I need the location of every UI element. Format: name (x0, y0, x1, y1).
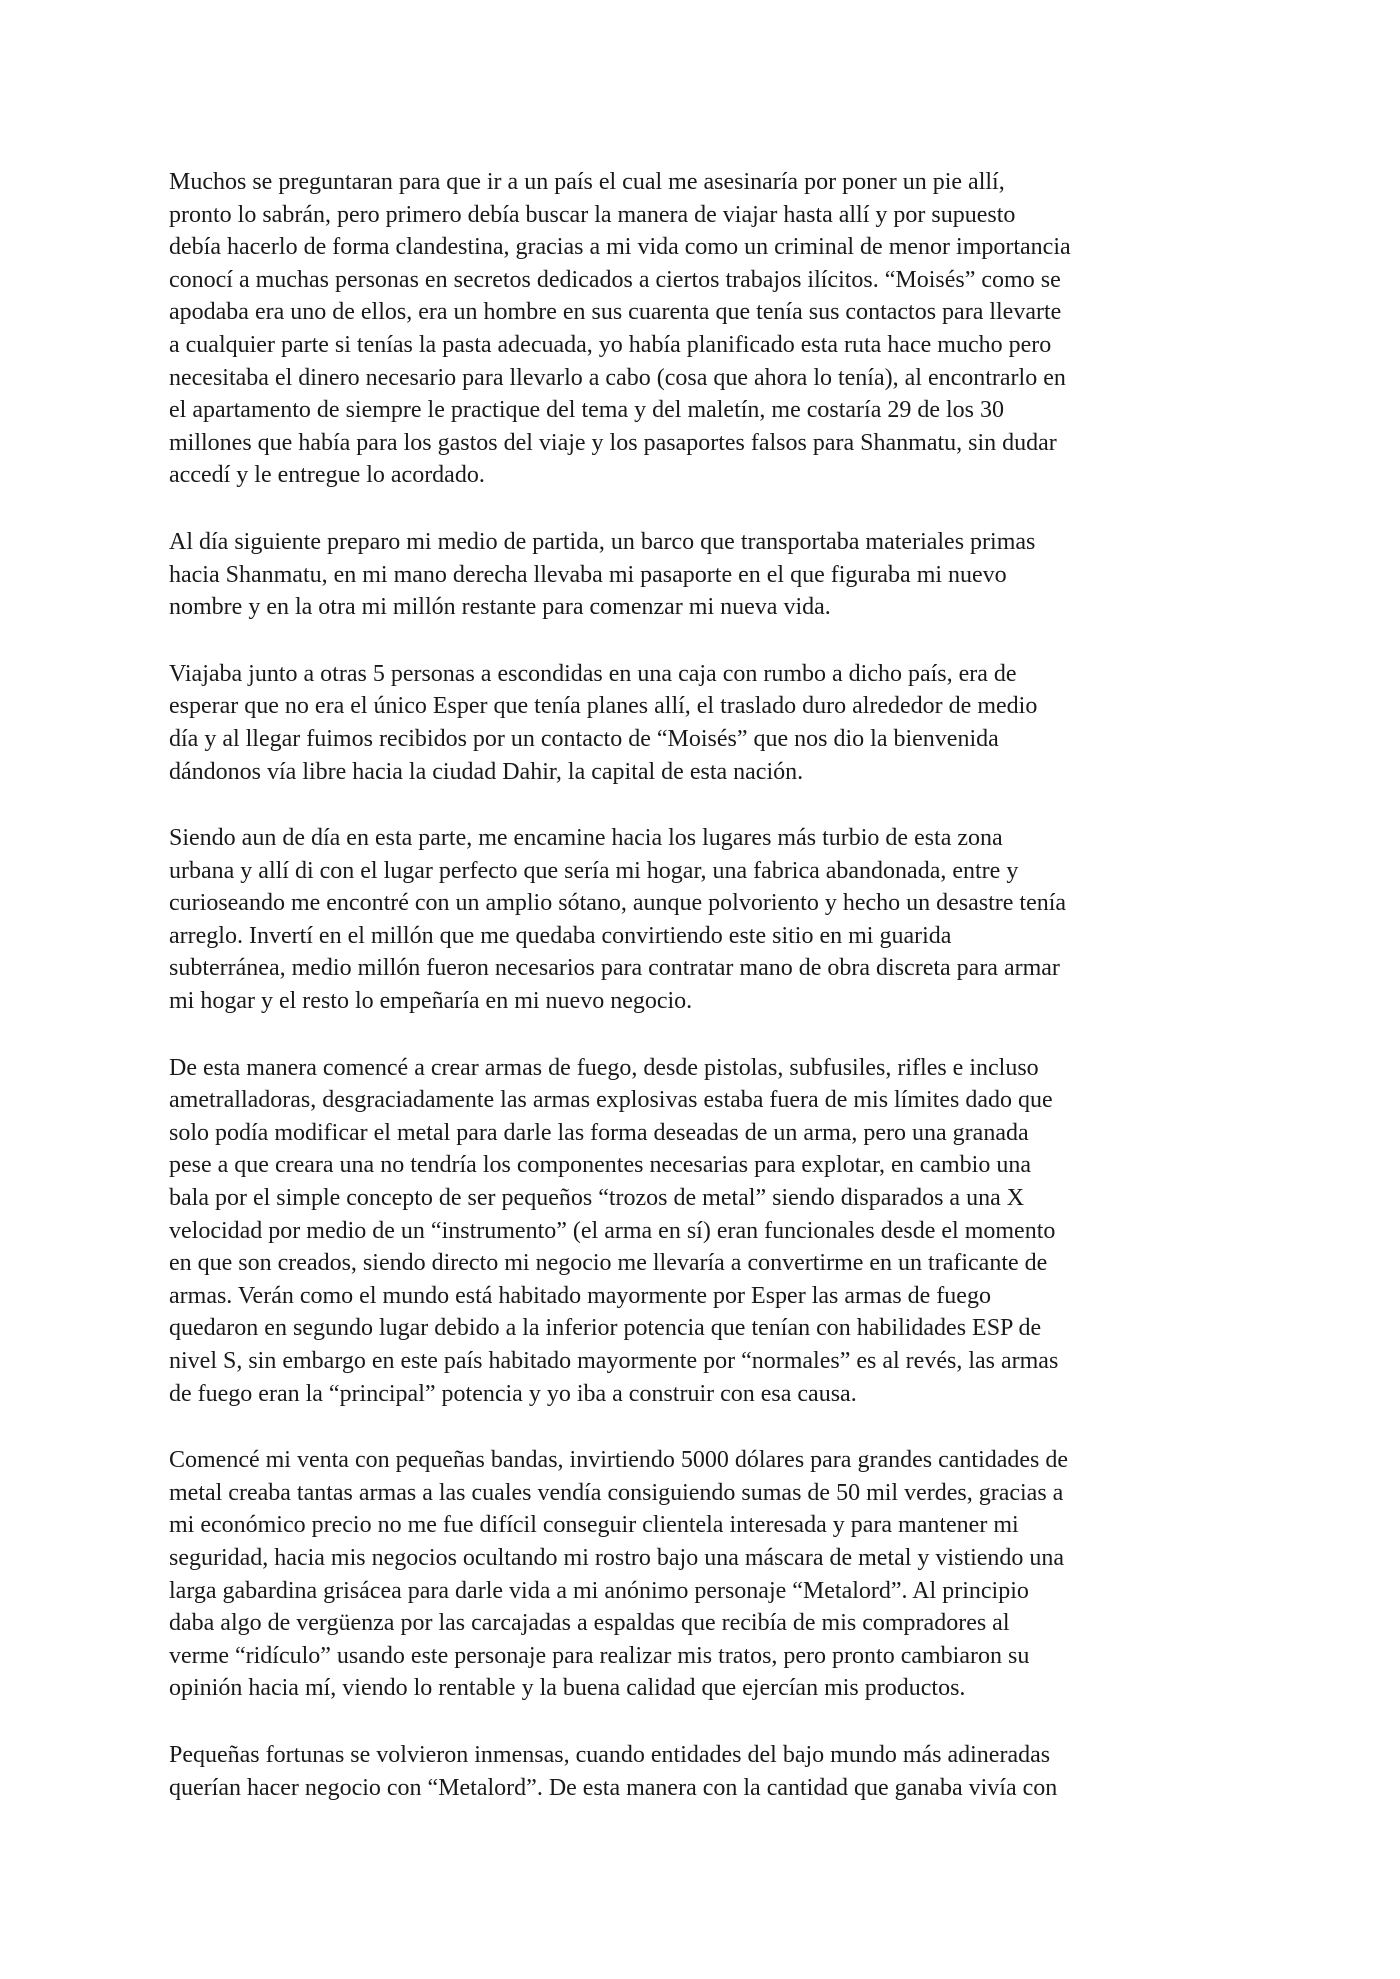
text-line: pronto lo sabrán, pero primero debía buscar la manera de viajar hasta allí y por supuesto (169, 201, 1016, 228)
text-line: seguridad, hacia mis negocios ocultando mi rostro bajo una máscara de metal y vistiendo una (169, 1544, 1065, 1571)
text-line: de fuego eran la “principal” potencia y yo iba a construir con esa causa. (169, 1380, 857, 1407)
text-line: De esta manera comencé a crear armas de fuego, desde pistolas, subfusiles, rifles e incluso (169, 1054, 1039, 1081)
text-line: esperar que no era el único Esper que tenía planes allí, el traslado duro alrededor de medio (169, 693, 1038, 720)
text-line: dándonos vía libre hacia la ciudad Dahir, la capital de esta nación. (169, 758, 804, 785)
text-line: subterránea, medio millón fueron necesarios para contratar mano de obra discreta para armar (169, 955, 1060, 982)
text-line: hacia Shanmatu, en mi mano derecha llevaba mi pasaporte en el que figuraba mi nuevo (169, 561, 1007, 588)
text-line: querían hacer negocio con “Metalord”. De esta manera con la cantidad que ganaba vivía con (169, 1774, 1058, 1801)
text-line: conocí a muchas personas en secretos dedicados a ciertos trabajos ilícitos. “Moisés” como se (169, 266, 1061, 293)
text-line: daba algo de vergüenza por las carcajadas a espaldas que recibía de mis compradores al (169, 1610, 1010, 1637)
text-line: Pequeñas fortunas se volvieron inmensas, cuando entidades del bajo mundo más adineradas (169, 1741, 1051, 1768)
text-line: nombre y en la otra mi millón restante para comenzar mi nueva vida. (169, 594, 831, 621)
text-line: Siendo aun de día en esta parte, me encamine hacia los lugares más turbio de esta zona (169, 825, 1003, 852)
text-line: bala por el simple concepto de ser pequeños “trozos de metal” siendo disparados a una X (169, 1185, 1025, 1212)
paragraph (169, 1444, 1231, 1705)
text-line: a cualquier parte si tenías la pasta adecuada, yo había planificado esta ruta hace mucho pero (169, 331, 1052, 358)
document-body (169, 166, 1231, 1804)
text-line: Viajaba junto a otras 5 personas a escondidas en una caja con rumbo a dicho país, era de (169, 660, 1017, 687)
text-line: urbana y allí di con el lugar perfecto que sería mi hogar, una fabrica abandonada, entre y (169, 857, 1019, 884)
text-line: larga gabardina grisácea para darle vida a mi anónimo personaje “Metalord”. Al principio (169, 1577, 1029, 1604)
text-line: opinión hacia mí, viendo lo rentable y la buena calidad que ejercían mis productos. (169, 1675, 966, 1702)
text-line: Comencé mi venta con pequeñas bandas, invirtiendo 5000 dólares para grandes cantidades de (169, 1447, 1069, 1474)
text-line: en que son creados, siendo directo mi negocio me llevaría a convertirme en un traficante de (169, 1250, 1048, 1277)
text-line: pese a que creara una no tendría los componentes necesarias para explotar, en cambio una (169, 1152, 1031, 1179)
text-line: quedaron en segundo lugar debido a la inferior potencia que tenían con habilidades ESP de (169, 1315, 1042, 1342)
text-line: mi hogar y el resto lo empeñaría en mi nuevo negocio. (169, 988, 693, 1015)
text-line: millones que había para los gastos del viaje y los pasaportes falsos para Shanmatu, sin dudar (169, 429, 1057, 456)
text-line: curioseando me encontré con un amplio sótano, aunque polvoriento y hecho un desastre tenía (169, 890, 1067, 917)
text-line: metal creaba tantas armas a las cuales vendía consiguiendo sumas de 50 mil verdes, gracias a (169, 1479, 1064, 1506)
text-line: verme “ridículo” usando este personaje para realizar mis tratos, pero pronto cambiaron su (169, 1642, 1030, 1669)
text-line: velocidad por medio de un “instrumento” (el arma en sí) eran funcionales desde el momento (169, 1217, 1056, 1244)
text-line: necesitaba el dinero necesario para llevarlo a cabo (cosa que ahora lo tenía), al encontrarlo en (169, 364, 1066, 391)
text-line: Al día siguiente preparo mi medio de partida, un barco que transportaba materiales primas (169, 528, 1036, 555)
text-line: Muchos se preguntaran para que ir a un país el cual me asesinaría por poner un pie allí, (169, 169, 1005, 195)
text-line: ametralladoras, desgraciadamente las armas explosivas estaba fuera de mis límites dado que (169, 1087, 1053, 1114)
paragraph (169, 822, 1231, 1018)
text-line: arreglo. Invertí en el millón que me quedaba convirtiendo este sitio en mi guarida (169, 922, 952, 949)
paragraph (169, 1739, 1231, 1804)
text-line: apodaba era uno de ellos, era un hombre en sus cuarenta que tenía sus contactos para llevarte (169, 299, 1062, 326)
paragraph (169, 166, 1231, 492)
text-line: solo podía modificar el metal para darle las forma deseadas de un arma, pero una granada (169, 1119, 1029, 1146)
text-line: mi económico precio no me fue difícil conseguir clientela interesada y para mantener mi (169, 1512, 1019, 1539)
text-line: debía hacerlo de forma clandestina, gracias a mi vida como un criminal de menor importancia (169, 234, 1071, 261)
paragraph (169, 1052, 1231, 1411)
text-line: el apartamento de siempre le practique del tema y del maletín, me costaría 29 de los 30 (169, 397, 1005, 424)
text-line: armas. Verán como el mundo está habitado mayormente por Esper las armas de fuego (169, 1282, 991, 1309)
paragraph (169, 526, 1231, 624)
text-line: accedí y le entregue lo acordado. (169, 462, 485, 489)
paragraph (169, 658, 1231, 788)
text-line: día y al llegar fuimos recibidos por un contacto de “Moisés” que nos dio la bienvenida (169, 725, 999, 752)
text-line: nivel S, sin embargo en este país habitado mayormente por “normales” es al revés, las armas (169, 1348, 1059, 1374)
